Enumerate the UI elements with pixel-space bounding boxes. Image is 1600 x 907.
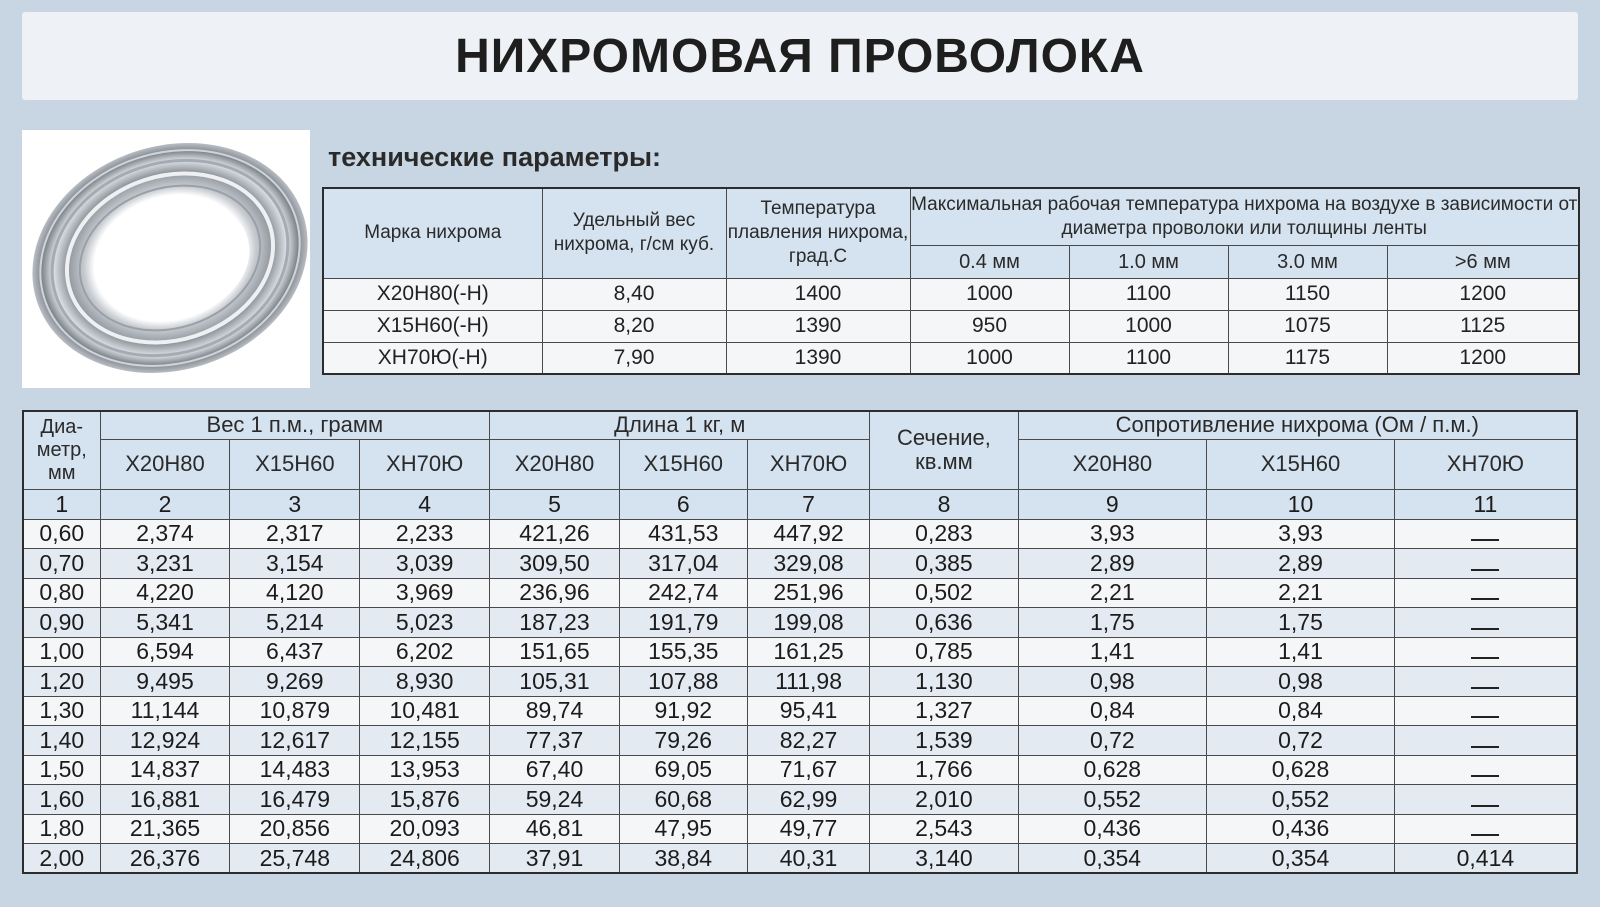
column-number: 5: [490, 489, 620, 519]
table-cell: 1,80: [23, 814, 100, 844]
tech-cell: 1400: [726, 278, 910, 310]
table-cell: 0,72: [1207, 726, 1395, 756]
table-row: [23, 726, 1577, 756]
header-grade-name: Х20Н80: [100, 439, 230, 489]
table-cell: 5,023: [360, 608, 490, 638]
header-grade-name: Х15Н60: [619, 439, 747, 489]
header-grade: Марка нихрома: [323, 188, 542, 278]
table-cell: 251,96: [747, 578, 870, 608]
empty-dash-cell: [1394, 608, 1577, 638]
table-row: [23, 637, 1577, 667]
table-cell: 12,155: [360, 726, 490, 756]
dash-icon: [1471, 818, 1499, 836]
table-cell: 12,924: [100, 726, 230, 756]
tech-row: [323, 342, 1579, 374]
table-cell: 1,60: [23, 785, 100, 815]
tech-cell: ХН70Ю(-Н): [323, 342, 542, 374]
wire-coil-image: [22, 130, 310, 388]
table-cell: 14,483: [230, 755, 360, 785]
table-cell: 191,79: [619, 608, 747, 638]
table-cell: 13,953: [360, 755, 490, 785]
table-cell: 2,543: [870, 814, 1018, 844]
table-cell: 91,92: [619, 696, 747, 726]
table-cell: 447,92: [747, 519, 870, 549]
table-cell: 0,552: [1018, 785, 1207, 815]
table-cell: 242,74: [619, 578, 747, 608]
column-number: 10: [1207, 489, 1395, 519]
table-cell: 155,35: [619, 637, 747, 667]
table-cell: 10,481: [360, 696, 490, 726]
empty-dash-cell: [1394, 578, 1577, 608]
table-cell: 0,436: [1018, 814, 1207, 844]
table-cell: 1,327: [870, 696, 1018, 726]
table-cell: 9,495: [100, 667, 230, 697]
column-number-row: [23, 489, 1577, 519]
table-row: [23, 696, 1577, 726]
table-cell: 5,341: [100, 608, 230, 638]
empty-dash-cell: [1394, 667, 1577, 697]
table-cell: 8,930: [360, 667, 490, 697]
column-number: 11: [1394, 489, 1577, 519]
table-cell: 2,21: [1207, 578, 1395, 608]
empty-dash-cell: [1394, 696, 1577, 726]
table-cell: 10,879: [230, 696, 360, 726]
table-cell: 317,04: [619, 549, 747, 579]
header-grade-name: Х20Н80: [490, 439, 620, 489]
table-cell: 187,23: [490, 608, 620, 638]
table-cell: 12,617: [230, 726, 360, 756]
table-cell: 71,67: [747, 755, 870, 785]
table-cell: 0,283: [870, 519, 1018, 549]
table-cell: 151,65: [490, 637, 620, 667]
header-diameter: Диа-метр, мм: [23, 411, 100, 489]
column-number: 9: [1018, 489, 1207, 519]
empty-dash-cell: [1394, 726, 1577, 756]
header-density: Удельный вес нихрома, г/см куб.: [542, 188, 726, 278]
table-cell: 40,31: [747, 844, 870, 874]
table-row: [23, 844, 1577, 874]
tech-row: [323, 310, 1579, 342]
dash-icon: [1471, 700, 1499, 718]
table-cell: 329,08: [747, 549, 870, 579]
table-row: [23, 667, 1577, 697]
table-cell: 1,50: [23, 755, 100, 785]
table-cell: 46,81: [490, 814, 620, 844]
table-cell: 105,31: [490, 667, 620, 697]
table-cell: 9,269: [230, 667, 360, 697]
table-cell: 3,93: [1018, 519, 1207, 549]
table-row: [23, 578, 1577, 608]
dash-icon: [1471, 612, 1499, 630]
header-resistance: Сопротивление нихрома (Ом / п.м.): [1018, 411, 1577, 439]
table-cell: 6,437: [230, 637, 360, 667]
empty-dash-cell: [1394, 519, 1577, 549]
column-number: 1: [23, 489, 100, 519]
table-cell: 4,220: [100, 578, 230, 608]
table-cell: 67,40: [490, 755, 620, 785]
dash-icon: [1471, 553, 1499, 571]
table-cell: 0,80: [23, 578, 100, 608]
empty-dash-cell: [1394, 785, 1577, 815]
tech-cell: Х20Н80(-Н): [323, 278, 542, 310]
header-melting-temp: Температура плавления нихрома, град.С: [726, 188, 910, 278]
table-cell: 421,26: [490, 519, 620, 549]
table-cell: 0,98: [1207, 667, 1395, 697]
empty-dash-cell: [1394, 814, 1577, 844]
header-grade-name: Х15Н60: [230, 439, 360, 489]
table-cell: 3,154: [230, 549, 360, 579]
table-cell: 89,74: [490, 696, 620, 726]
table-cell: 0,552: [1207, 785, 1395, 815]
column-number: 3: [230, 489, 360, 519]
empty-dash-cell: [1394, 549, 1577, 579]
header-grade-name: ХН70Ю: [747, 439, 870, 489]
tech-cell: 1150: [1228, 278, 1387, 310]
dash-icon: [1471, 523, 1499, 541]
table-row: [23, 785, 1577, 815]
tech-cell: 1390: [726, 342, 910, 374]
table-cell: 38,84: [619, 844, 747, 874]
table-cell: 16,479: [230, 785, 360, 815]
table-cell: 47,95: [619, 814, 747, 844]
table-row: [23, 814, 1577, 844]
table-cell: 37,91: [490, 844, 620, 874]
table-cell: 6,594: [100, 637, 230, 667]
table-cell: 2,00: [23, 844, 100, 874]
table-cell: 1,41: [1018, 637, 1207, 667]
table-cell: 236,96: [490, 578, 620, 608]
table-cell: 0,785: [870, 637, 1018, 667]
column-number: 4: [360, 489, 490, 519]
page-title: НИХРОМОВАЯ ПРОВОЛОКА: [455, 29, 1145, 83]
table-cell: 59,24: [490, 785, 620, 815]
header-grade-name: ХН70Ю: [360, 439, 490, 489]
dash-icon: [1471, 582, 1499, 600]
table-cell: 16,881: [100, 785, 230, 815]
table-cell: 5,214: [230, 608, 360, 638]
table-cell: 2,374: [100, 519, 230, 549]
tech-cell: 1125: [1387, 310, 1579, 342]
dash-icon: [1471, 671, 1499, 689]
table-cell: 1,766: [870, 755, 1018, 785]
table-cell: 3,039: [360, 549, 490, 579]
header-size: 1.0 мм: [1069, 245, 1228, 278]
empty-dash-cell: [1394, 637, 1577, 667]
table-cell: 0,636: [870, 608, 1018, 638]
header-weight: Вес 1 п.м., грамм: [100, 411, 489, 439]
dash-icon: [1471, 730, 1499, 748]
header-length: Длина 1 кг, м: [490, 411, 870, 439]
column-number: 2: [100, 489, 230, 519]
table-cell: 0,502: [870, 578, 1018, 608]
table-cell: 0,354: [1018, 844, 1207, 874]
column-number: 8: [870, 489, 1018, 519]
header-grade-name: Х20Н80: [1018, 439, 1207, 489]
table-cell: 0,628: [1018, 755, 1207, 785]
table-cell: 2,010: [870, 785, 1018, 815]
table-cell: 11,144: [100, 696, 230, 726]
table-cell: 3,140: [870, 844, 1018, 874]
table-cell: 1,75: [1207, 608, 1395, 638]
table-cell: 199,08: [747, 608, 870, 638]
header-grade-name: ХН70Ю: [1394, 439, 1577, 489]
title-bar: [22, 12, 1578, 100]
table-cell: 0,84: [1207, 696, 1395, 726]
table-cell: 1,40: [23, 726, 100, 756]
table-cell: 20,093: [360, 814, 490, 844]
table-cell: 0,70: [23, 549, 100, 579]
table-row: [23, 608, 1577, 638]
tech-cell: 1100: [1069, 342, 1228, 374]
tech-row: [323, 278, 1579, 310]
table-cell: 4,120: [230, 578, 360, 608]
table-cell: 14,837: [100, 755, 230, 785]
dash-icon: [1471, 759, 1499, 777]
table-cell: 107,88: [619, 667, 747, 697]
table-cell: 21,365: [100, 814, 230, 844]
table-cell: 1,00: [23, 637, 100, 667]
table-cell: 2,317: [230, 519, 360, 549]
table-cell: 0,354: [1207, 844, 1395, 874]
header-max-temp: Максимальная рабочая температура нихрома на воздухе в зависимости от диаметра проволоки или толщины ленты: [910, 188, 1579, 245]
table-cell: 111,98: [747, 667, 870, 697]
table-row: [23, 519, 1577, 549]
table-cell: 3,93: [1207, 519, 1395, 549]
table-cell: 0,385: [870, 549, 1018, 579]
table-cell: 2,89: [1018, 549, 1207, 579]
header-size: >6 мм: [1387, 245, 1579, 278]
table-cell: 95,41: [747, 696, 870, 726]
tech-cell: 8,20: [542, 310, 726, 342]
table-cell: 0,84: [1018, 696, 1207, 726]
table-cell: 1,75: [1018, 608, 1207, 638]
dash-icon: [1471, 641, 1499, 659]
table-cell: 1,20: [23, 667, 100, 697]
table-cell: 62,99: [747, 785, 870, 815]
table-cell: 309,50: [490, 549, 620, 579]
table-cell: 2,21: [1018, 578, 1207, 608]
table-cell: 15,876: [360, 785, 490, 815]
tech-cell: 1000: [1069, 310, 1228, 342]
table-cell: 0,90: [23, 608, 100, 638]
table-cell: 20,856: [230, 814, 360, 844]
tech-cell: 8,40: [542, 278, 726, 310]
table-cell: 49,77: [747, 814, 870, 844]
table-cell: 60,68: [619, 785, 747, 815]
table-cell: 0,60: [23, 519, 100, 549]
header-size: 0.4 мм: [910, 245, 1069, 278]
table-cell: 2,233: [360, 519, 490, 549]
tech-cell: 1200: [1387, 342, 1579, 374]
table-cell: 0,414: [1394, 844, 1577, 874]
table-cell: 0,628: [1207, 755, 1395, 785]
section-subtitle: технические параметры:: [328, 142, 662, 172]
table-cell: 1,41: [1207, 637, 1395, 667]
empty-dash-cell: [1394, 755, 1577, 785]
table-cell: 6,202: [360, 637, 490, 667]
column-number: 6: [619, 489, 747, 519]
tech-cell: 1100: [1069, 278, 1228, 310]
tech-cell: 1200: [1387, 278, 1579, 310]
table-cell: 161,25: [747, 637, 870, 667]
table-cell: 69,05: [619, 755, 747, 785]
table-cell: 2,89: [1207, 549, 1395, 579]
wire-coil-icon: [22, 130, 310, 388]
tech-cell: 7,90: [542, 342, 726, 374]
tech-cell: Х15Н60(-Н): [323, 310, 542, 342]
table-row: [23, 549, 1577, 579]
wire-data-table: [22, 410, 1578, 874]
table-cell: 25,748: [230, 844, 360, 874]
table-cell: 0,98: [1018, 667, 1207, 697]
table-cell: 79,26: [619, 726, 747, 756]
table-cell: 1,30: [23, 696, 100, 726]
table-row: [23, 755, 1577, 785]
header-grade-name: Х15Н60: [1207, 439, 1395, 489]
tech-cell: 1175: [1228, 342, 1387, 374]
tech-cell: 1000: [910, 278, 1069, 310]
table-cell: 3,231: [100, 549, 230, 579]
table-cell: 3,969: [360, 578, 490, 608]
table-cell: 24,806: [360, 844, 490, 874]
table-cell: 0,72: [1018, 726, 1207, 756]
table-cell: 26,376: [100, 844, 230, 874]
column-number: 7: [747, 489, 870, 519]
table-cell: 0,436: [1207, 814, 1395, 844]
tech-params-table: [322, 187, 1580, 375]
tech-cell: 1000: [910, 342, 1069, 374]
table-cell: 77,37: [490, 726, 620, 756]
tech-cell: 950: [910, 310, 1069, 342]
header-size: 3.0 мм: [1228, 245, 1387, 278]
table-cell: 1,539: [870, 726, 1018, 756]
table-cell: 431,53: [619, 519, 747, 549]
table-cell: 1,130: [870, 667, 1018, 697]
dash-icon: [1471, 789, 1499, 807]
tech-cell: 1390: [726, 310, 910, 342]
tech-cell: 1075: [1228, 310, 1387, 342]
table-cell: 82,27: [747, 726, 870, 756]
header-section: Сечение, кв.мм: [870, 411, 1018, 489]
